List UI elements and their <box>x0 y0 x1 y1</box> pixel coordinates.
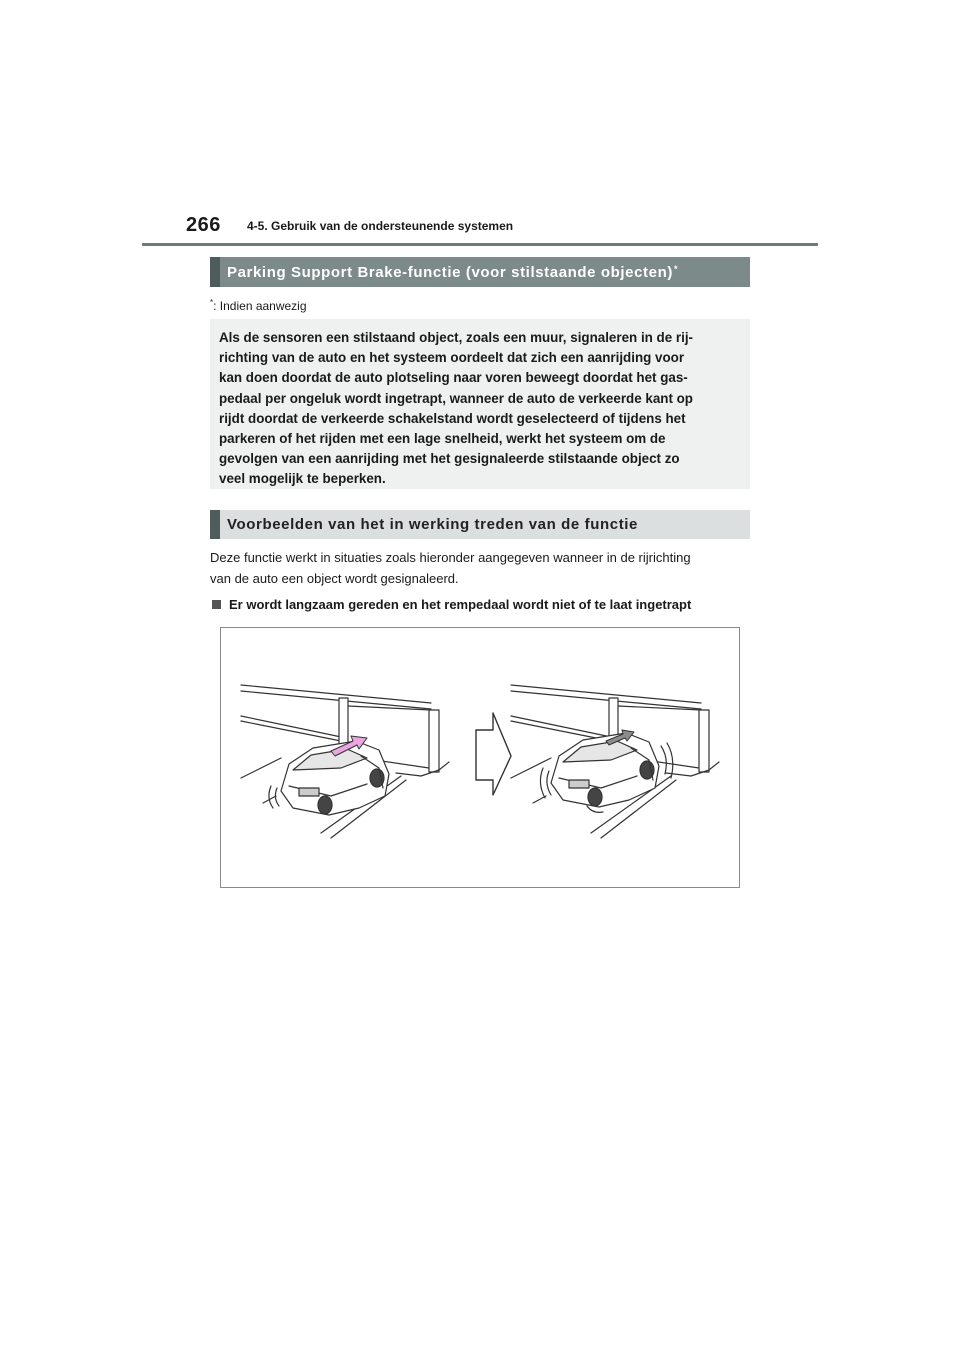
bullet-text: Er wordt langzaam gereden en het rempedaal wordt niet of te laat ingetrapt <box>229 597 692 612</box>
explanation-line: veel mogelijk te beperken. <box>219 471 386 487</box>
bullet-heading <box>210 597 691 612</box>
explanation-line: kan doen doordat de auto plotseling naar voren beweegt doordat het gas- <box>219 370 688 386</box>
explanation-line: gevolgen van een aanrijding met het gesignaleerde stilstaande object zo <box>219 451 680 467</box>
explanation-line: richting van de auto en het systeem oordeelt dat zich een aanrijding voor <box>219 350 685 366</box>
heading-examples <box>210 510 750 539</box>
footnote-text: : Indien aanwezig <box>213 299 307 313</box>
section-title: 4-5. Gebruik van de ondersteunende systemen <box>247 219 514 233</box>
car-right-icon <box>540 733 672 812</box>
square-bullet-icon <box>212 600 221 609</box>
car-left-icon <box>269 741 389 815</box>
heading-title: Parking Support Brake-functie (voor stilstaande objecten) <box>227 263 673 281</box>
transition-arrow-icon <box>476 713 511 795</box>
body-line: Deze functie werkt in situaties zoals hieronder aangegeven wanneer in de rijrichting <box>210 550 691 565</box>
illustration-frame <box>220 627 740 888</box>
page-number: 266 <box>186 214 221 236</box>
explanation-line: Als de sensoren een stilstaand object, zoals een muur, signaleren in de rij- <box>219 330 694 345</box>
explanation-line: pedaal per ongeluk wordt ingetrapt, wanneer de auto de verkeerde kant op <box>219 390 693 406</box>
heading-marker: * <box>673 264 679 274</box>
footnote-marker: * <box>210 298 214 307</box>
body-line: van de auto een object wordt gesignaleerd. <box>210 570 459 586</box>
explanation-box <box>210 319 750 489</box>
header-rule <box>142 243 818 246</box>
parking-illustration <box>221 628 741 889</box>
body-paragraph <box>210 548 755 589</box>
explanation-line: parkeren of het rijden met een lage snelheid, werkt het systeem om de <box>219 431 666 447</box>
footnote <box>210 298 307 313</box>
explanation-line: rijdt doordat de verkeerde schakelstand wordt geselecteerd of tijdens het <box>219 410 686 426</box>
heading-title: Voorbeelden van het in werking treden van de functie <box>227 516 638 533</box>
heading-parking-support-brake <box>210 257 750 287</box>
